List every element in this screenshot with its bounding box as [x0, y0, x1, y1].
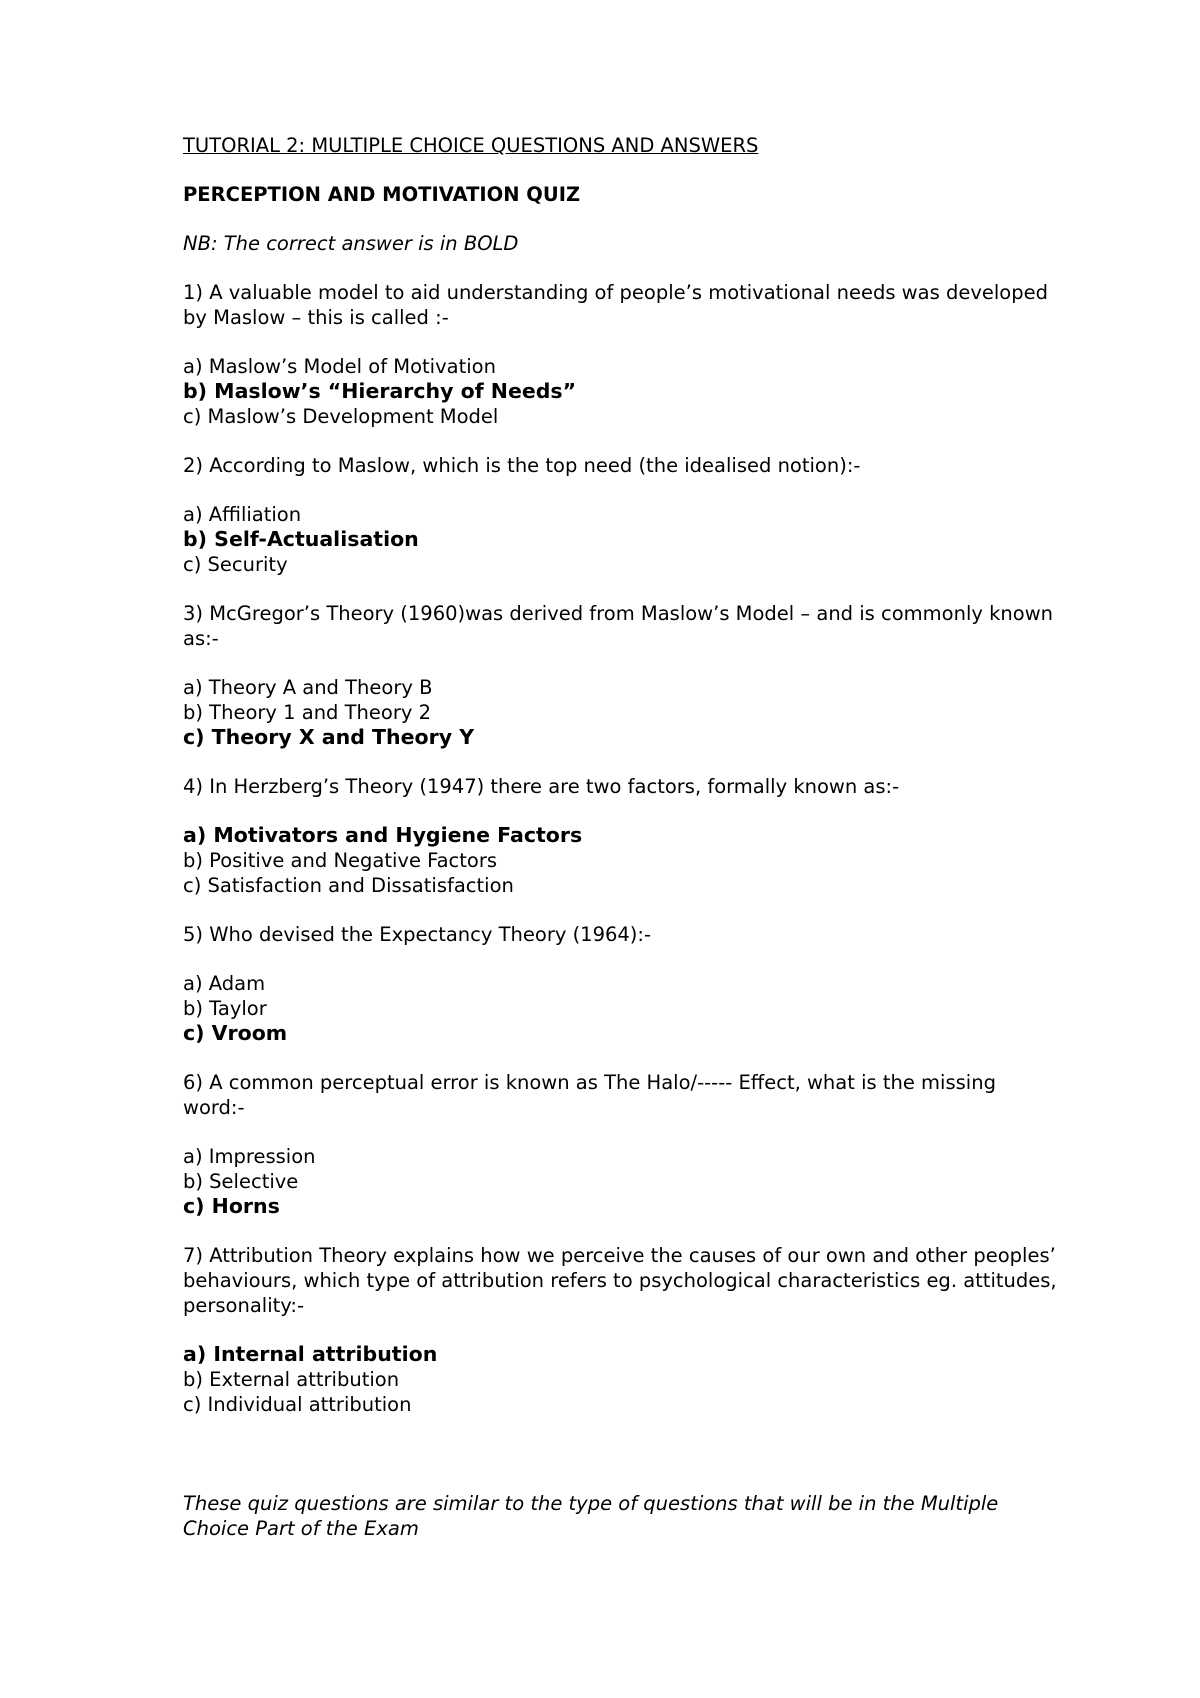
option-list	[183, 1342, 1063, 1417]
question-text: 7) Attribution Theory explains how we perceive the causes of our own and other peoples’ behaviours, which type of attribution refers to psychological characteristics eg. attitudes, personality:-	[183, 1244, 1057, 1317]
option-list	[183, 675, 1063, 750]
option-list	[183, 823, 1063, 898]
option: b) Selective	[183, 1170, 299, 1193]
option: b) Taylor	[183, 997, 267, 1020]
page-title: TUTORIAL 2: MULTIPLE CHOICE QUESTIONS AND ANSWERS	[183, 134, 759, 157]
question-text: 4) In Herzberg’s Theory (1947) there are two factors, formally known as:-	[183, 775, 900, 798]
question-list	[183, 280, 1063, 1417]
option: c) Maslow’s Development Model	[183, 405, 499, 428]
question-text: 3) McGregor’s Theory (1960)was derived from Maslow’s Model – and is commonly known as:-	[183, 602, 1054, 650]
option-correct: c) Vroom	[183, 1021, 288, 1045]
option-list	[183, 971, 1063, 1046]
option-correct: a) Internal attribution	[183, 1342, 438, 1366]
question-text: 6) A common perceptual error is known as The Halo/----- Effect, what is the missing word:-	[183, 1071, 996, 1119]
question-text: 5) Who devised the Expectancy Theory (1964):-	[183, 923, 652, 946]
option-list	[183, 1144, 1063, 1219]
option-correct: c) Theory X and Theory Y	[183, 725, 475, 749]
option: a) Adam	[183, 972, 266, 995]
option: a) Affiliation	[183, 503, 302, 526]
answer-note: NB: The correct answer is in BOLD	[183, 232, 519, 255]
option: c) Security	[183, 553, 288, 576]
option: b) Positive and Negative Factors	[183, 849, 497, 872]
option: a) Impression	[183, 1145, 316, 1168]
option: a) Maslow’s Model of Motivation	[183, 355, 496, 378]
option-list	[183, 354, 1063, 429]
option: c) Individual attribution	[183, 1393, 412, 1416]
option: a) Theory A and Theory B	[183, 676, 433, 699]
option: c) Satisfaction and Dissatisfaction	[183, 874, 514, 897]
footer-note: These quiz questions are similar to the type of questions that will be in the Multiple Choice Part of the Exam	[183, 1492, 999, 1540]
question-text: 2) According to Maslow, which is the top need (the idealised notion):-	[183, 454, 861, 477]
option-list	[183, 502, 1063, 577]
option: b) Theory 1 and Theory 2	[183, 701, 431, 724]
option-correct: b) Self-Actualisation	[183, 527, 419, 551]
option-correct: b) Maslow’s “Hierarchy of Needs”	[183, 379, 577, 403]
document-page	[183, 133, 1063, 1541]
quiz-subtitle: PERCEPTION AND MOTIVATION QUIZ	[183, 183, 581, 206]
option-correct: c) Horns	[183, 1194, 280, 1218]
option: b) External attribution	[183, 1368, 400, 1391]
option-correct: a) Motivators and Hygiene Factors	[183, 823, 583, 847]
question-text: 1) A valuable model to aid understanding of people’s motivational needs was developed by Maslow – this is called :-	[183, 281, 1048, 329]
